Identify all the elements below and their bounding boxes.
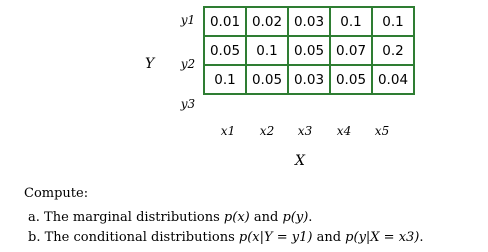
table-cell: 0.05: [204, 36, 246, 65]
table-cell: 0.1: [330, 7, 372, 36]
table-cell: 0.05: [288, 36, 330, 65]
table-cell: 0.02: [246, 7, 288, 36]
table-row: [204, 7, 414, 36]
item-math: p(x|Y = y1): [238, 230, 313, 245]
item-math: p(y): [282, 210, 309, 225]
row-label-y2: y2: [180, 57, 196, 71]
x-axis-label: X: [295, 153, 305, 169]
table-cell: 0.05: [246, 65, 288, 94]
table-cell: 0.01: [204, 7, 246, 36]
table-cell: 0.07: [330, 36, 372, 65]
item-math: p(y|X = x3): [345, 230, 420, 245]
list-item: [28, 210, 312, 225]
row-label-y3: y3: [180, 97, 196, 111]
joint-probability-table: [203, 6, 415, 95]
item-math: p(x): [223, 210, 250, 225]
col-label-x1: x1: [220, 124, 236, 138]
item-marker: b.: [28, 230, 41, 245]
table-cell: 0.03: [288, 7, 330, 36]
list-item: [28, 230, 424, 245]
col-label-x3: x3: [297, 124, 313, 138]
table-cell: 0.05: [330, 65, 372, 94]
table-cell: 0.03: [288, 65, 330, 94]
compute-heading: Compute:: [24, 186, 89, 201]
table-cell: 0.1: [204, 65, 246, 94]
item-marker: a.: [28, 210, 40, 225]
item-text: and: [253, 210, 279, 225]
table-cell: 0.04: [372, 65, 414, 94]
table-cell: 0.1: [246, 36, 288, 65]
table-row: [204, 65, 414, 94]
row-label-y1: y1: [180, 13, 196, 27]
table-row: [204, 36, 414, 65]
table-cell: 0.1: [372, 7, 414, 36]
item-text: .: [308, 210, 313, 225]
col-label-x2: x2: [259, 124, 275, 138]
col-label-x5: x5: [374, 124, 390, 138]
y-axis-label: Y: [145, 56, 155, 72]
item-text: The conditional distributions: [44, 230, 235, 245]
item-text: .: [419, 230, 424, 245]
item-text: and: [316, 230, 342, 245]
table-cell: 0.2: [372, 36, 414, 65]
col-label-x4: x4: [336, 124, 352, 138]
item-text: The marginal distributions: [44, 210, 220, 225]
